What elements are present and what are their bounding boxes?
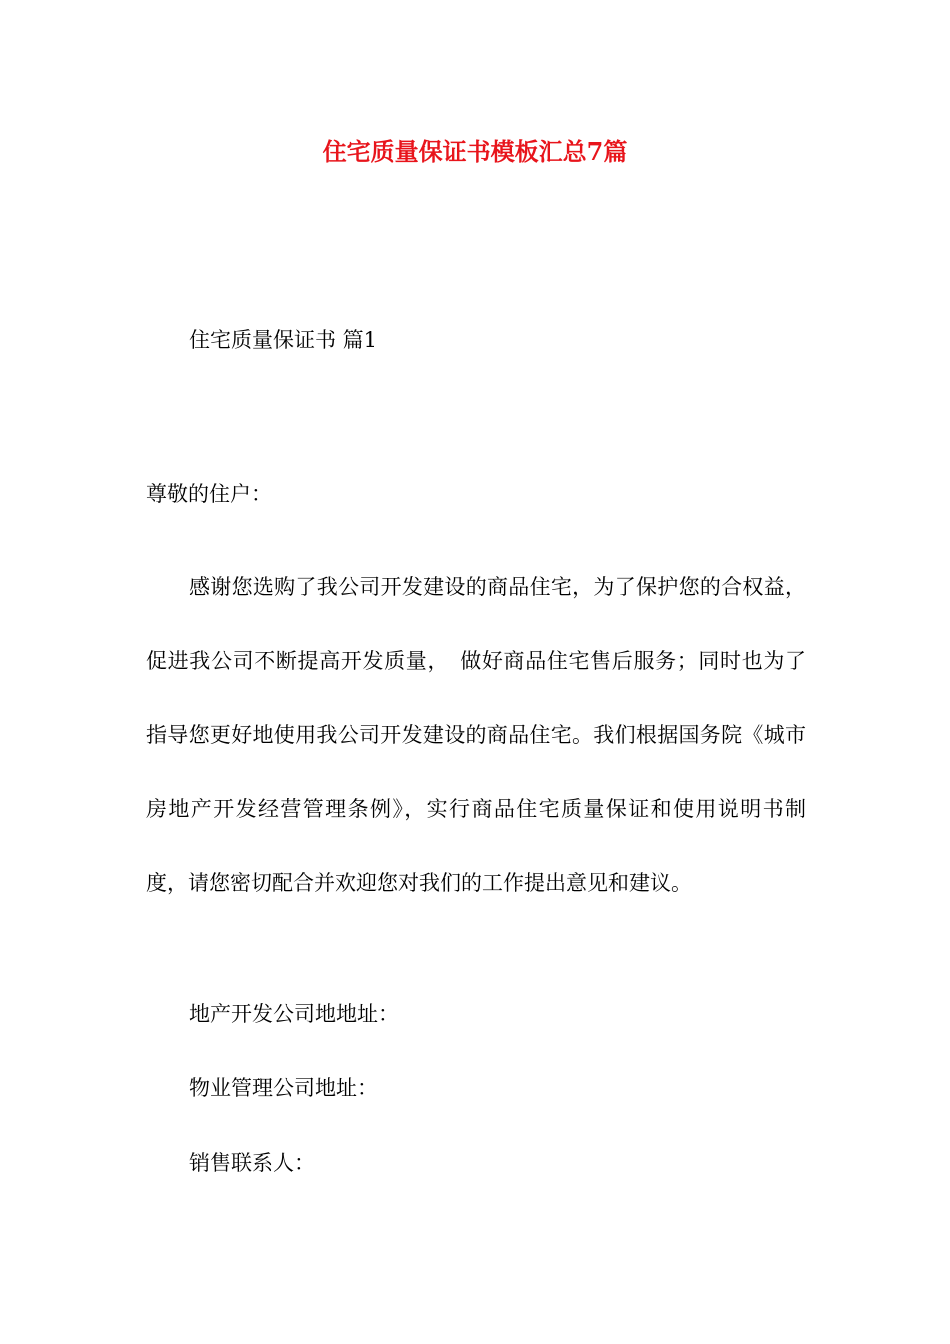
section-heading: 住宅质量保证书 篇1 (189, 328, 378, 352)
salutation: 尊敬的住户： (146, 482, 272, 506)
body-paragraph: 感谢您选购了我公司开发建设的商品住宅，为了保护您的合权益，促进我公司不断提高开发质量， 做好商品住宅售后服务；同时也为了指导您更好地使用我公司开发建设的商品住宅。我们根据国务院《城市房地产开发经营管理条例》，实行商品住宅质量保证和使用说明书制度，请您密切配合并欢迎您对我们的工作提出意见和建议。 (146, 575, 806, 895)
document-title: 住宅质量保证书模板汇总7篇 (322, 137, 628, 166)
sales-contact-label: 销售联系人： (189, 1151, 315, 1175)
developer-address-label: 地产开发公司地地址： (189, 1002, 399, 1026)
property-management-address-label: 物业管理公司地址： (189, 1076, 378, 1100)
